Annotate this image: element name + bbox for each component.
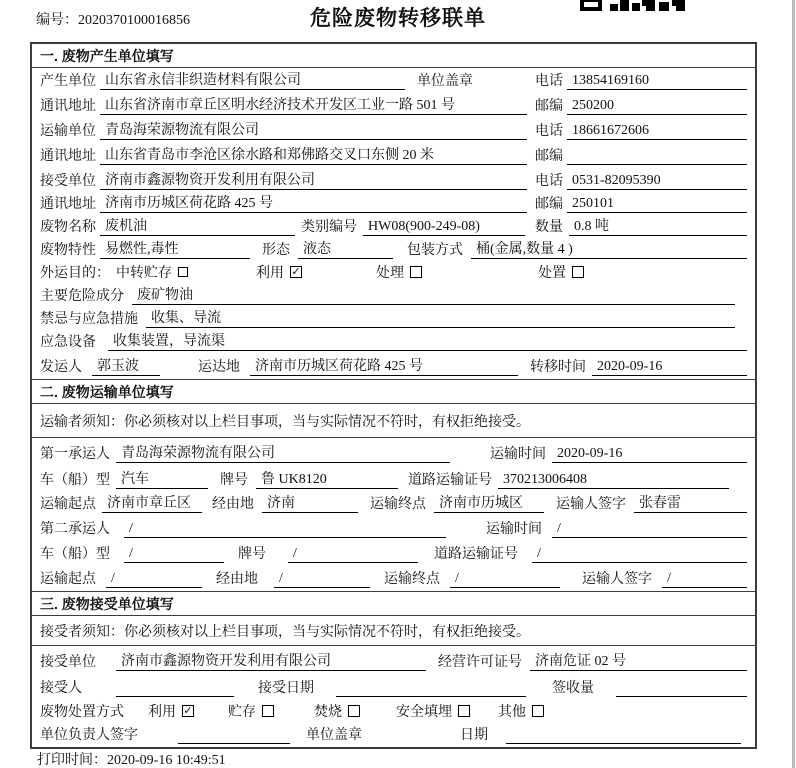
- plate2-value: /: [288, 546, 418, 563]
- carrier2-label: 第二承运人: [40, 522, 110, 537]
- transport-time2-label: 运输时间: [486, 522, 542, 537]
- purpose-option-dispose: [538, 262, 584, 282]
- route-end2-label: 运输终点: [384, 572, 440, 587]
- road-permit2-value: /: [532, 546, 747, 563]
- waste-name-label: 废物名称: [40, 220, 96, 235]
- receiver-phone-value: 0531-82095390: [567, 173, 747, 190]
- unit-seal-label: 单位盖章: [417, 74, 473, 89]
- waste-traits-row: [32, 239, 755, 262]
- disposal-option-storage: [228, 701, 274, 721]
- vehicle-type2-value: /: [124, 546, 224, 563]
- receiver-value: 济南市鑫源物资开发利用有限公司: [100, 169, 527, 190]
- accept-person-row: [32, 674, 755, 700]
- route-start2-value: /: [106, 571, 202, 588]
- vehicle-type2-label: 车（船）型: [40, 547, 110, 562]
- transporter-row: [32, 118, 755, 143]
- manifest-form: [30, 42, 757, 749]
- transporter-address-value: 山东省青岛市李沧区徐水路和郑佛路交叉口东侧 20 米: [100, 144, 527, 165]
- transporter-label: 运输单位: [40, 124, 96, 139]
- transport-time2-value: /: [552, 521, 747, 538]
- receiver-notice: 接受者须知：你必须核对以上栏目事项，当与实际情况不符时，有权拒绝接受。: [32, 616, 755, 646]
- responsible-sign-label: 单位负责人签字: [40, 728, 138, 743]
- shipper-value: 郭玉波: [92, 355, 160, 376]
- page-right-edge: [792, 0, 795, 768]
- checkbox-disposal-other: [532, 705, 544, 717]
- qr-code-fragment-icon: [580, 0, 686, 11]
- receiver-address-row: [32, 193, 755, 216]
- waste-name-row: [32, 216, 755, 239]
- purpose-option-utilize: [256, 262, 302, 282]
- shipper-label: 发运人: [40, 360, 82, 375]
- waste-category-value: HW08(900-249-08): [363, 219, 525, 236]
- taboo-label: 禁忌与应急措施: [40, 312, 138, 327]
- accept-date-label: 接受日期: [258, 681, 314, 696]
- checkbox-disposal-utilize: ✓: [183, 703, 193, 717]
- vehicle-type1-label: 车（船）型: [40, 473, 110, 488]
- receiver-label: 接受单位: [40, 174, 96, 189]
- carrier-sign2-value: /: [662, 571, 747, 588]
- producer-address-row: [32, 93, 755, 118]
- transporter-zip-label: 邮编: [535, 149, 563, 164]
- route-via2-value: /: [274, 571, 370, 588]
- route-start2-label: 运输起点: [40, 572, 96, 587]
- packing-value: 桶(金属,数量 4 ): [471, 238, 747, 259]
- disposal-row: [32, 700, 755, 724]
- signed-qty-label: 签收量: [552, 681, 594, 696]
- taboo-value: 收集、导流: [146, 307, 735, 328]
- plate1-value: 鲁 UK8120: [256, 468, 398, 489]
- equipment-label: 应急设备: [40, 335, 96, 350]
- checkbox-transfer-storage: [178, 267, 188, 277]
- section2-header: 二. 废物运输单位填写: [32, 379, 755, 404]
- transfer-date-value: 2020-09-16: [592, 359, 747, 376]
- page-title: 危险废物转移联单: [310, 7, 486, 30]
- receiver-zip-label: 邮编: [535, 197, 563, 212]
- producer-address-label: 通讯地址: [40, 99, 96, 114]
- checkbox-disposal-landfill: [458, 705, 470, 717]
- receiver-address-value: 济南市历城区荷花路 425 号: [100, 192, 527, 213]
- route-end1-value: 济南市历城区: [434, 492, 544, 513]
- destination-label: 运达地: [198, 360, 240, 375]
- hazard-label: 主要危险成分: [40, 289, 124, 304]
- shipper-row: [32, 354, 755, 379]
- disposal-option-label: 焚烧: [314, 704, 342, 720]
- purpose-label: 外运目的：: [40, 266, 110, 281]
- road-permit2-label: 道路运输证号: [434, 547, 518, 562]
- hazard-row: [32, 285, 755, 308]
- producer-row: [32, 68, 755, 93]
- purpose-option-label: 中转贮存: [116, 266, 172, 281]
- waste-category-label: 类别编号: [301, 220, 357, 235]
- waste-form-label: 形态: [262, 243, 290, 258]
- carrier-sign1-label: 运输人签字: [556, 497, 626, 512]
- disposal-option-utilize: [148, 701, 194, 721]
- waste-name-value: 废机油: [100, 215, 295, 236]
- producer-zip-value: 250200: [567, 98, 747, 115]
- transfer-date-label: 转移时间: [530, 360, 586, 375]
- carrier-sign1-value: 张春雷: [634, 492, 747, 513]
- unit-seal2-label: 单位盖章: [306, 728, 362, 743]
- route-start1-value: 济南市章丘区: [102, 492, 202, 513]
- transporter-address-row: [32, 143, 755, 168]
- sign-date-label: 日期: [460, 728, 488, 743]
- vehicle-type1-value: 汽车: [116, 468, 208, 489]
- waste-qty-value: 0.8 吨: [569, 215, 747, 236]
- route-end2-value: /: [450, 571, 560, 588]
- checkbox-disposal-incinerate: [348, 705, 360, 717]
- waste-traits-label: 废物特性: [40, 243, 96, 258]
- sign-date-value: [506, 727, 741, 744]
- disposal-option-label: 其他: [498, 704, 526, 720]
- section1-header: 一. 废物产生单位填写: [32, 44, 755, 68]
- disposal-label: 废物处置方式: [40, 704, 124, 720]
- accept-person-label: 接受人: [40, 681, 82, 696]
- transport-time1-value: 2020-09-16: [552, 446, 747, 463]
- purpose-option-label: 处置: [538, 266, 566, 281]
- transporter-notice: 运输者须知：你必须核对以上栏目事项，当与实际情况不符时，有权拒绝接受。: [32, 404, 755, 438]
- transport-time1-label: 运输时间: [490, 447, 546, 462]
- hazard-value: 废矿物油: [132, 284, 735, 305]
- producer-phone-label: 电话: [535, 74, 563, 89]
- purpose-option-label: 利用: [256, 266, 284, 281]
- waste-form-value: 液态: [298, 238, 393, 259]
- disposal-option-landfill: [396, 701, 470, 721]
- license-value: 济南危证 02 号: [530, 650, 747, 671]
- disposal-option-incinerate: [314, 701, 360, 721]
- carrier2-row: [32, 516, 755, 541]
- route-via1-label: 经由地: [212, 497, 254, 512]
- accept-date-value: [336, 680, 526, 697]
- road-permit1-value: 370213006408: [498, 472, 729, 489]
- disposal-option-label: 安全填埋: [396, 704, 452, 720]
- route2-row: [32, 566, 755, 591]
- route1-row: [32, 492, 755, 516]
- road-permit1-label: 道路运输证号: [408, 473, 492, 488]
- vehicle1-row: [32, 466, 755, 492]
- route-end1-label: 运输终点: [370, 497, 426, 512]
- route-start1-label: 运输起点: [40, 497, 96, 512]
- destination-value: 济南市历城区荷花路 425 号: [250, 355, 518, 376]
- license-label: 经营许可证号: [438, 655, 522, 670]
- accept-unit-row: [32, 646, 755, 674]
- producer-phone-value: 13854169160: [567, 73, 747, 90]
- transporter-address-label: 通讯地址: [40, 149, 96, 164]
- producer-zip-label: 邮编: [535, 99, 563, 114]
- section3-header: 三. 废物接受单位填写: [32, 591, 755, 616]
- serial-label: 编号：: [36, 13, 78, 28]
- route-via2-label: 经由地: [216, 572, 258, 587]
- carrier-sign2-label: 运输人签字: [582, 572, 652, 587]
- producer-value: 山东省永信非织造材料有限公司: [100, 69, 405, 90]
- accept-person-value: [116, 680, 234, 697]
- taboo-row: [32, 308, 755, 331]
- receiver-address-label: 通讯地址: [40, 197, 96, 212]
- vehicle2-row: [32, 541, 755, 566]
- accept-unit-value: 济南市鑫源物资开发利用有限公司: [116, 650, 426, 671]
- disposal-option-other: [498, 701, 544, 721]
- carrier1-row: [32, 438, 755, 466]
- purpose-option-label: 处理: [376, 266, 404, 281]
- equipment-value: 收集装置，导流渠: [108, 330, 747, 351]
- checkbox-dispose: [572, 266, 584, 278]
- equipment-row: [32, 331, 755, 354]
- purpose-row: [32, 262, 755, 285]
- receiver-phone-label: 电话: [535, 174, 563, 189]
- purpose-option-treat: [376, 262, 422, 282]
- receiver-row: [32, 168, 755, 193]
- route-via1-value: 济南: [262, 492, 358, 513]
- purpose-option-transfer-storage: [116, 262, 188, 282]
- checkbox-treat: [410, 266, 422, 278]
- plate1-label: 牌号: [220, 473, 248, 488]
- carrier2-value: /: [124, 521, 446, 538]
- producer-address-value: 山东省济南市章丘区明水经济技术开发区工业一路 501 号: [100, 94, 527, 115]
- producer-label: 产生单位: [40, 74, 96, 89]
- print-time-value: 2020-09-16 10:49:51: [107, 753, 226, 768]
- accept-unit-label: 接受单位: [40, 655, 96, 670]
- carrier1-label: 第一承运人: [40, 447, 110, 462]
- transporter-phone-value: 18661672606: [567, 123, 747, 140]
- transporter-value: 青岛海荣源物流有限公司: [100, 119, 527, 140]
- serial-number: 2020370100016856: [78, 13, 190, 28]
- disposal-option-label: 利用: [148, 704, 176, 720]
- responsible-sign-row: [32, 724, 755, 747]
- transporter-phone-label: 电话: [535, 124, 563, 139]
- receiver-zip-value: 250101: [567, 196, 747, 213]
- checkbox-utilize: ✓: [291, 265, 301, 278]
- disposal-option-label: 贮存: [228, 704, 256, 720]
- signed-qty-value: [616, 680, 747, 697]
- transporter-zip-value: [567, 148, 747, 165]
- checkbox-disposal-storage: [262, 705, 274, 717]
- waste-qty-label: 数量: [535, 220, 563, 235]
- print-time-label: 打印时间：: [37, 753, 107, 768]
- packing-label: 包装方式: [407, 243, 463, 258]
- waste-traits-value: 易燃性,毒性: [100, 238, 250, 259]
- plate2-label: 牌号: [238, 547, 266, 562]
- responsible-sign-value: [178, 727, 290, 744]
- carrier1-value: 青岛海荣源物流有限公司: [116, 442, 450, 463]
- print-time-line: [37, 749, 226, 768]
